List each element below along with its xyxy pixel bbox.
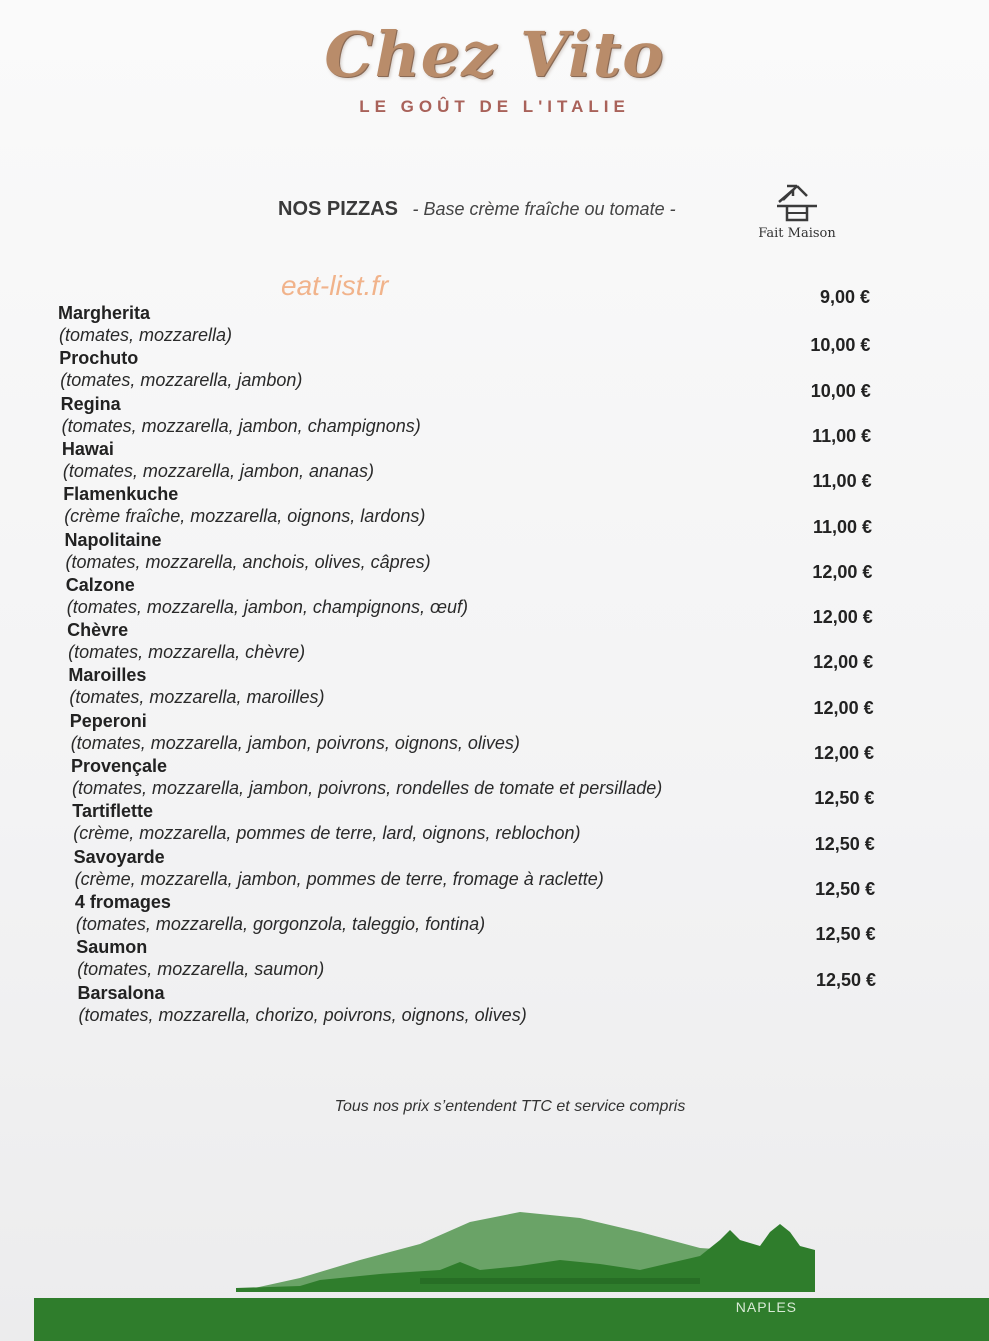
item-price: 12,50 €	[815, 924, 876, 945]
item-name: Flamenkuche	[63, 484, 179, 505]
item-price: 12,50 €	[814, 833, 875, 854]
item-name: Maroilles	[68, 665, 147, 686]
item-price: 12,50 €	[815, 969, 876, 990]
item-name: Regina	[60, 393, 121, 414]
item-name: 4 fromages	[74, 891, 171, 912]
footer-note: Tous nos prix s’entendent TTC et service compris	[334, 1098, 686, 1115]
item-description: (tomates, mozzarella, jambon, poivrons, oignons, olives)	[70, 732, 520, 753]
item-price: 10,00 €	[810, 380, 871, 401]
item-price: 11,00 €	[812, 471, 872, 492]
brand-logo: Chez Vito	[324, 18, 665, 91]
item-price: 11,00 €	[812, 425, 872, 446]
item-price: 12,00 €	[812, 607, 873, 628]
item-name: Napolitaine	[64, 529, 162, 550]
item-description: (crème, mozzarella, jambon, pommes de terre, fromage à raclette)	[74, 868, 604, 889]
item-name: Saumon	[76, 937, 148, 958]
item-price: 12,50 €	[815, 878, 876, 899]
item-description: (crème, mozzarella, pommes de terre, lard, oignons, reblochon)	[73, 823, 581, 844]
item-name: Provençale	[71, 756, 168, 776]
item-name: Calzone	[65, 574, 135, 595]
item-name: Chèvre	[67, 620, 129, 641]
item-description: (tomates, mozzarella, maroilles)	[69, 687, 325, 708]
item-description: (tomates, mozzarella, chorizo, poivrons, oignons, olives)	[78, 1004, 527, 1025]
item-price: 12,00 €	[812, 561, 873, 582]
section-title: NOS PIZZAS	[278, 198, 399, 220]
item-description: (tomates, mozzarella, jambon, ananas)	[62, 460, 375, 481]
city-detail	[420, 1278, 700, 1284]
item-price: 11,00 €	[812, 516, 872, 537]
item-price: 12,00 €	[813, 743, 874, 763]
item-name: Savoyarde	[73, 846, 165, 867]
item-name: Margherita	[58, 303, 151, 323]
item-description: (tomates, mozzarella, anchois, olives, câpres)	[65, 551, 431, 572]
item-description: (tomates, mozzarella)	[59, 325, 233, 345]
item-price: 9,00 €	[819, 287, 870, 307]
item-description: (tomates, mozzarella, saumon)	[77, 959, 325, 980]
item-name: Barsalona	[77, 982, 165, 1003]
section-subtitle: - Base crème fraîche ou tomate -	[412, 199, 676, 219]
item-price: 12,00 €	[813, 697, 874, 718]
item-description: (tomates, mozzarella, gorgonzola, taleggio, fontina)	[75, 913, 486, 934]
item-price: 12,00 €	[813, 652, 874, 673]
naples-skyline-illustration	[0, 1200, 989, 1300]
item-description: (crème fraîche, mozzarella, oignons, lardons)	[64, 506, 426, 527]
item-description: (tomates, mozzarella, jambon, champignons)	[61, 415, 421, 436]
fait-maison-label: Fait Maison	[758, 226, 836, 241]
item-price: 10,00 €	[810, 335, 871, 356]
item-name: Prochuto	[59, 348, 139, 369]
item-price: 12,50 €	[814, 788, 875, 809]
item-description: (tomates, mozzarella, jambon, poivrons, rondelles de tomate et persillade)	[72, 778, 663, 798]
item-name: Hawai	[61, 438, 114, 459]
watermark: eat-list.fr	[281, 270, 389, 301]
brand-tagline: LE GOÛT DE L'ITALIE	[359, 97, 630, 116]
item-name: Tartiflette	[72, 801, 153, 822]
footer-band	[34, 1298, 989, 1341]
item-description: (tomates, mozzarella, jambon, champignons, œuf)	[66, 596, 468, 617]
item-name: Peperoni	[69, 710, 147, 731]
item-description: (tomates, mozzarella, jambon)	[60, 370, 303, 391]
item-description: (tomates, mozzarella, chèvre)	[68, 642, 306, 663]
footer-band-label: NAPLES	[735, 1299, 797, 1315]
